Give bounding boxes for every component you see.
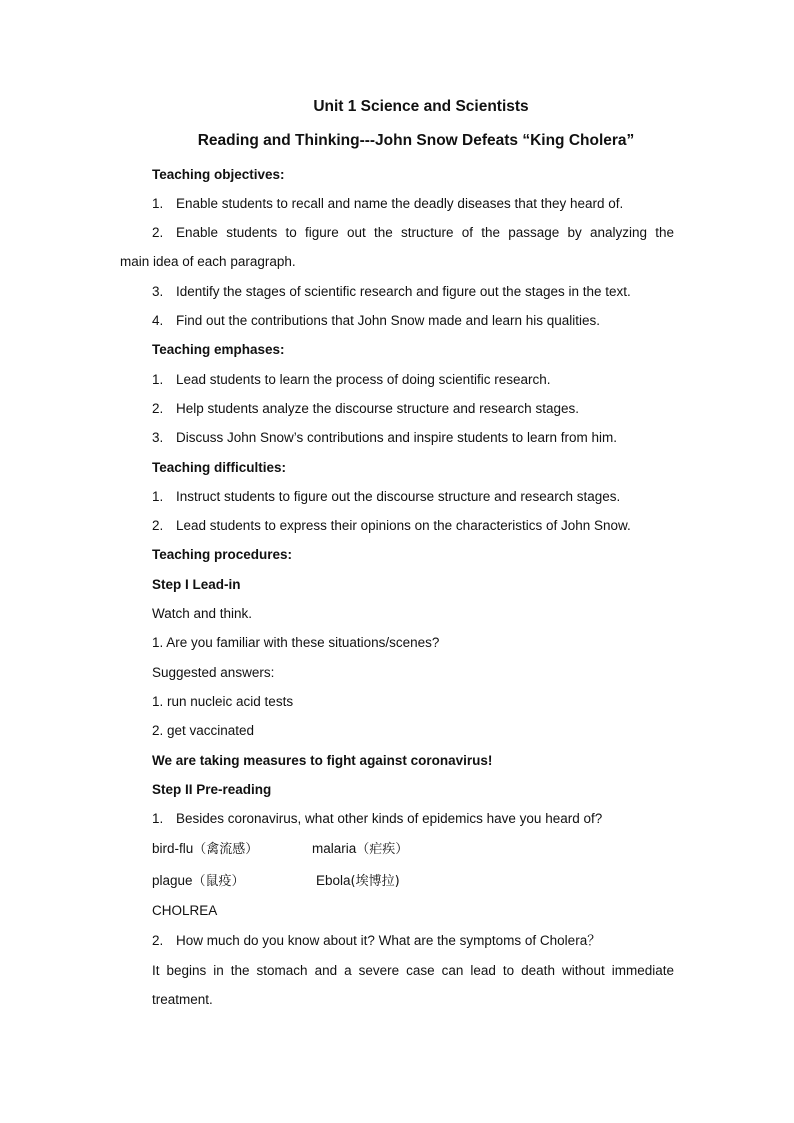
list-number: 3.	[152, 430, 164, 445]
list-number: 2.	[152, 401, 164, 416]
list-text: How much do you know about it? What are the symptoms of Cholera？	[176, 933, 601, 948]
list-item	[152, 283, 631, 301]
disease-cn: （疟疾）	[356, 842, 409, 857]
disease-en: malaria	[312, 841, 357, 856]
cholrea-label: CHOLREA	[152, 903, 218, 918]
list-number: 2.	[152, 225, 164, 240]
step2-answer-line: treatment.	[152, 992, 213, 1007]
list-number: 1.	[152, 372, 164, 387]
disease-item	[152, 840, 258, 859]
list-text: Enable students to recall and name the deadly diseases that they heard of.	[176, 196, 624, 211]
list-number: 2.	[152, 933, 164, 948]
list-text: Identify the stages of scientific research and figure out the stages in the text.	[176, 284, 631, 299]
disease-cn: （鼠疫）	[192, 874, 245, 889]
list-number: 1.	[152, 489, 164, 504]
emphases-heading: Teaching emphases:	[152, 342, 285, 357]
list-text: Enable students to figure out the structure of the passage by analyzing the	[176, 225, 674, 240]
list-number: 3.	[152, 284, 164, 299]
list-text: Lead students to express their opinions on the characteristics of John Snow.	[176, 518, 631, 533]
list-item	[152, 488, 620, 506]
difficulties-heading: Teaching difficulties:	[152, 460, 287, 475]
list-item	[152, 371, 550, 389]
list-number: 1.	[152, 811, 164, 826]
disease-en: bird-flu	[152, 841, 194, 856]
list-item-continuation: main idea of each paragraph.	[120, 254, 296, 269]
list-item	[152, 312, 600, 330]
list-text: Besides coronavirus, what other kinds of epidemics have you heard of?	[176, 811, 603, 826]
disease-cn: (埃博拉)	[350, 874, 400, 889]
list-item	[152, 224, 674, 242]
list-item	[152, 429, 617, 447]
disease-cn: （禽流感）	[193, 842, 259, 857]
step1-heading: Step I Lead-in	[152, 577, 241, 592]
list-number: 1.	[152, 196, 164, 211]
list-number: 2.	[152, 518, 164, 533]
list-number: 4.	[152, 313, 164, 328]
page-subtitle: Reading and Thinking---John Snow Defeats “King Cholera”	[197, 132, 635, 149]
disease-item	[316, 872, 400, 891]
list-item	[152, 400, 579, 418]
procedures-heading: Teaching procedures:	[152, 547, 293, 562]
list-text: Lead students to learn the process of doing scientific research.	[176, 372, 551, 387]
step1-conclusion: We are taking measures to fight against coronavirus!	[152, 753, 493, 768]
answer-item: 1. run nucleic acid tests	[152, 694, 294, 709]
list-text: Help students analyze the discourse structure and research stages.	[176, 401, 579, 416]
list-item	[152, 195, 623, 213]
step1-question: 1. Are you familiar with these situations/scenes?	[152, 635, 440, 650]
step2-answer-line: It begins in the stomach and a severe case can lead to death without immediate	[152, 963, 674, 978]
list-text: Instruct students to figure out the discourse structure and research stages.	[176, 489, 621, 504]
step2-question-1	[152, 810, 602, 828]
page-title: Unit 1 Science and Scientists	[313, 98, 529, 115]
disease-en: Ebola	[316, 873, 351, 888]
step2-heading: Step II Pre-reading	[152, 782, 272, 797]
step1-instruction: Watch and think.	[152, 606, 253, 621]
list-text: Find out the contributions that John Snow made and learn his qualities.	[176, 313, 601, 328]
disease-en: plague	[152, 873, 193, 888]
objectives-heading: Teaching objectives:	[152, 167, 285, 182]
answer-item: 2. get vaccinated	[152, 723, 255, 738]
step2-question-2	[152, 932, 601, 950]
disease-item	[152, 872, 245, 891]
list-text: Discuss John Snow’s contributions and inspire students to learn from him.	[176, 430, 617, 445]
list-item	[152, 517, 631, 535]
disease-item	[312, 840, 408, 859]
suggested-answers-label: Suggested answers:	[152, 665, 275, 680]
